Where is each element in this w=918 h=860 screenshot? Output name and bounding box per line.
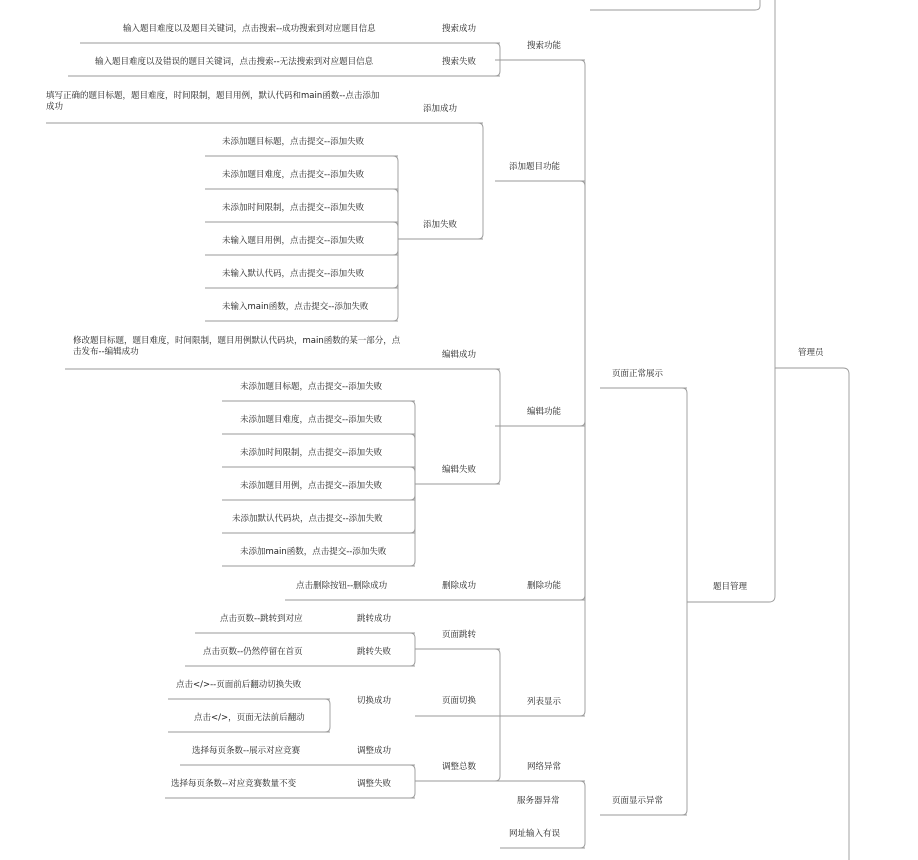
node-search-success[interactable]: 搜索成功	[442, 24, 477, 34]
node-delete-success[interactable]: 删除成功	[442, 581, 477, 591]
node-delete[interactable]: 删除功能	[527, 581, 562, 591]
leaf-edit-fail-1[interactable]: 未添加题目标题，点击提交--添加失败	[240, 382, 383, 392]
connector-line-8	[495, 388, 585, 600]
leaf-search-success-desc[interactable]: 输入题目难度以及题目关键词，点击搜索--成功搜索到对应题目信息	[123, 24, 376, 34]
node-list[interactable]: 列表显示	[527, 697, 562, 707]
connector-line-0	[775, 0, 849, 860]
connector-line-3	[600, 388, 687, 602]
leaf-edit-fail-2[interactable]: 未添加题目难度，点击提交--添加失败	[240, 415, 383, 425]
leaf-adjust-success-desc[interactable]: 选择每页条数--展示对应竞赛	[192, 746, 301, 756]
connector-line-25	[415, 369, 500, 426]
connector-line-29	[222, 434, 415, 484]
node-server-error[interactable]: 服务器异常	[517, 796, 560, 806]
node-page-error[interactable]: 页面显示异常	[612, 796, 664, 806]
connector-line-9	[495, 388, 585, 716]
node-add-topic[interactable]: 添加题目功能	[509, 162, 561, 172]
connector-line-28	[222, 401, 415, 484]
node-add-success[interactable]: 添加成功	[423, 104, 458, 114]
connector-line-1	[687, 368, 775, 602]
node-edit-fail[interactable]: 编辑失败	[442, 465, 477, 475]
node-switch-success[interactable]: 切换成功	[357, 696, 392, 706]
node-search-fail[interactable]: 搜索失败	[442, 57, 477, 67]
node-page-jump[interactable]: 页面跳转	[442, 630, 477, 640]
node-adjust-success[interactable]: 调整成功	[357, 746, 392, 756]
leaf-edit-fail-4[interactable]: 未添加题目用例，点击提交--添加失败	[240, 481, 383, 491]
connector-line-5	[495, 60, 585, 388]
node-edit[interactable]: 编辑功能	[527, 407, 562, 417]
connector-line-16	[398, 123, 483, 181]
connector-line-20	[205, 189, 398, 239]
leaf-add-fail-5[interactable]: 未输入默认代码，点击提交--添加失败	[222, 269, 365, 279]
leaf-add-fail-1[interactable]: 未添加题目标题，点击提交--添加失败	[222, 137, 365, 147]
leaf-add-fail-4[interactable]: 未输入题目用例，点击提交--添加失败	[222, 236, 365, 246]
node-search[interactable]: 搜索功能	[527, 41, 562, 51]
node-url-error[interactable]: 网址输入有误	[509, 829, 561, 839]
connector-line-2	[590, 0, 760, 10]
leaf-add-fail-6[interactable]: 未输入main函数，点击提交--添加失败	[222, 302, 369, 312]
leaf-switch-desc-2[interactable]: 点击</>，页面无法前后翻动	[194, 713, 305, 723]
node-admin[interactable]: 管理员	[798, 348, 824, 358]
leaf-edit-fail-5[interactable]: 未添加默认代码块，点击提交--添加失败	[232, 514, 383, 524]
leaf-jump-fail-desc[interactable]: 点击页数--仍然停留在首页	[203, 647, 303, 657]
leaf-search-fail-desc[interactable]: 输入题目难度以及错误的题目关键词，点击搜索--无法搜索到对应题目信息	[95, 57, 374, 67]
node-jump-success[interactable]: 跳转成功	[357, 614, 392, 624]
leaf-edit-fail-6[interactable]: 未添加main函数，点击提交--添加失败	[240, 547, 387, 557]
leaf-edit-fail-3[interactable]: 未添加时间限制，点击提交--添加失败	[240, 448, 383, 458]
node-add-fail[interactable]: 添加失败	[423, 220, 458, 230]
leaf-switch-desc-1[interactable]: 点击</>--页面前后翻动切换失败	[176, 680, 302, 690]
node-adjust-fail[interactable]: 调整失败	[357, 779, 392, 789]
node-topic-management[interactable]: 题目管理	[713, 582, 748, 592]
leaf-adjust-fail-desc[interactable]: 选择每页条数--对应竞赛数量不变	[171, 779, 297, 789]
leaf-delete-success-desc[interactable]: 点击删除按钮--删除成功	[296, 581, 388, 591]
leaf-add-fail-3[interactable]: 未添加时间限制，点击提交--添加失败	[222, 203, 365, 213]
node-page-switch[interactable]: 页面切换	[442, 696, 477, 706]
leaf-jump-success-desc[interactable]: 点击页数--跳转到对应	[220, 614, 303, 624]
connector-line-19	[205, 156, 398, 239]
leaf-add-fail-2[interactable]: 未添加题目难度，点击提交--添加失败	[222, 170, 365, 180]
node-page-normal[interactable]: 页面正常展示	[612, 369, 664, 379]
node-adjust-count[interactable]: 调整总数	[442, 762, 477, 772]
leaf-add-success-desc[interactable]: 填写正确的题目标题，题目难度，时间限制，题目用例，默认代码和main函数--点击添加成功	[46, 91, 380, 112]
connector-line-6	[495, 181, 585, 388]
node-network-error[interactable]: 网络异常	[527, 762, 562, 772]
node-edit-success[interactable]: 编辑成功	[442, 350, 477, 360]
leaf-edit-success-desc[interactable]: 修改题目标题，题目难度，时间限制，题目用例默认代码块，main函数的某一部分，点击发布--编辑成功	[73, 336, 401, 357]
node-jump-fail[interactable]: 跳转失败	[357, 647, 392, 657]
connector-line-4	[600, 602, 687, 815]
